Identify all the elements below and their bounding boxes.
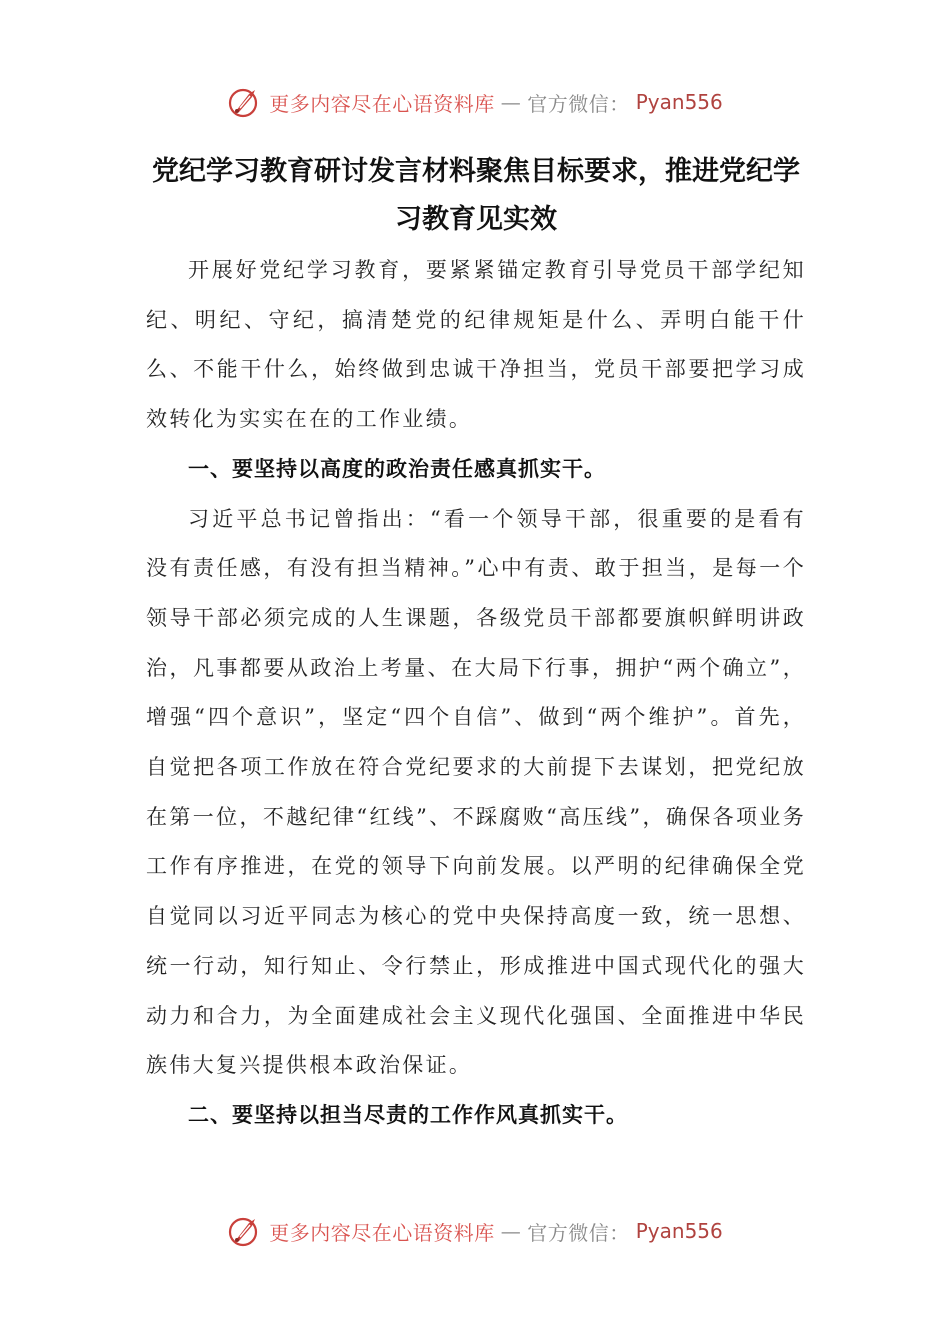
watermark-wechat-id: Pyan556: [635, 90, 723, 114]
document-body: [146, 148, 806, 1141]
watermark-header: [0, 82, 950, 122]
watermark-footer: [0, 1211, 950, 1251]
section-2-heading: 二、要坚持以担当尽责的工作作风真抓实干。: [188, 1102, 628, 1127]
intro-paragraph: 开展好党纪学习教育，要紧紧锚定教育引导党员干部学纪知纪、明纪、守纪，搞清楚党的纪律规矩是什么、弄明白能干什么、不能干什么，始终做到忠诚干净担当，党员干部要把学习成效转化为实实在在的工作业绩。: [146, 258, 806, 432]
pen-nib-logo-icon: [227, 1213, 263, 1249]
section-1-heading: 一、要坚持以高度的政治责任感真抓实干。: [188, 456, 606, 481]
document-title: 党纪学习教育研讨发言材料聚焦目标要求，推进党纪学习教育见实效: [152, 156, 800, 235]
watermark-brand: 更多内容尽在心语资料库: [269, 1220, 495, 1245]
watermark-label: 官方微信：: [527, 1220, 630, 1245]
watermark-label: 官方微信：: [527, 91, 630, 116]
watermark-separator: —: [500, 1219, 522, 1243]
watermark-brand: 更多内容尽在心语资料库: [269, 91, 495, 116]
pen-nib-logo-icon: [227, 84, 263, 120]
watermark-wechat-id: Pyan556: [635, 1219, 723, 1243]
section-1-paragraph: 习近平总书记曾指出：“看一个领导干部，很重要的是看有没有责任感，有没有担当精神。”心中有责、敢于担当，是每一个领导干部必须完成的人生课题，各级党员干部都要旗帜鲜明讲政治，凡事都要从政治上考量、在大局下行事，拥护“两个确立”，增强“四个意识”，坚定“四个自信”、做到“两个维护”。首先，自觉把各项工作放在符合党纪要求的大前提下去谋划，把党纪放在第一位，不越纪律“红线”、不踩腐败“高压线”，确保各项业务工作有序推进，在党的领导下向前发展。以严明的纪律确保全党自觉同以习近平同志为核心的党中央保持高度一致，统一思想、统一行动，知行知止、令行禁止，形成推进中国式现代化的强大动力和合力，为全面建成社会主义现代化强国、全面推进中华民族伟大复兴提供根本政治保证。: [146, 506, 806, 1078]
watermark-separator: —: [500, 90, 522, 114]
